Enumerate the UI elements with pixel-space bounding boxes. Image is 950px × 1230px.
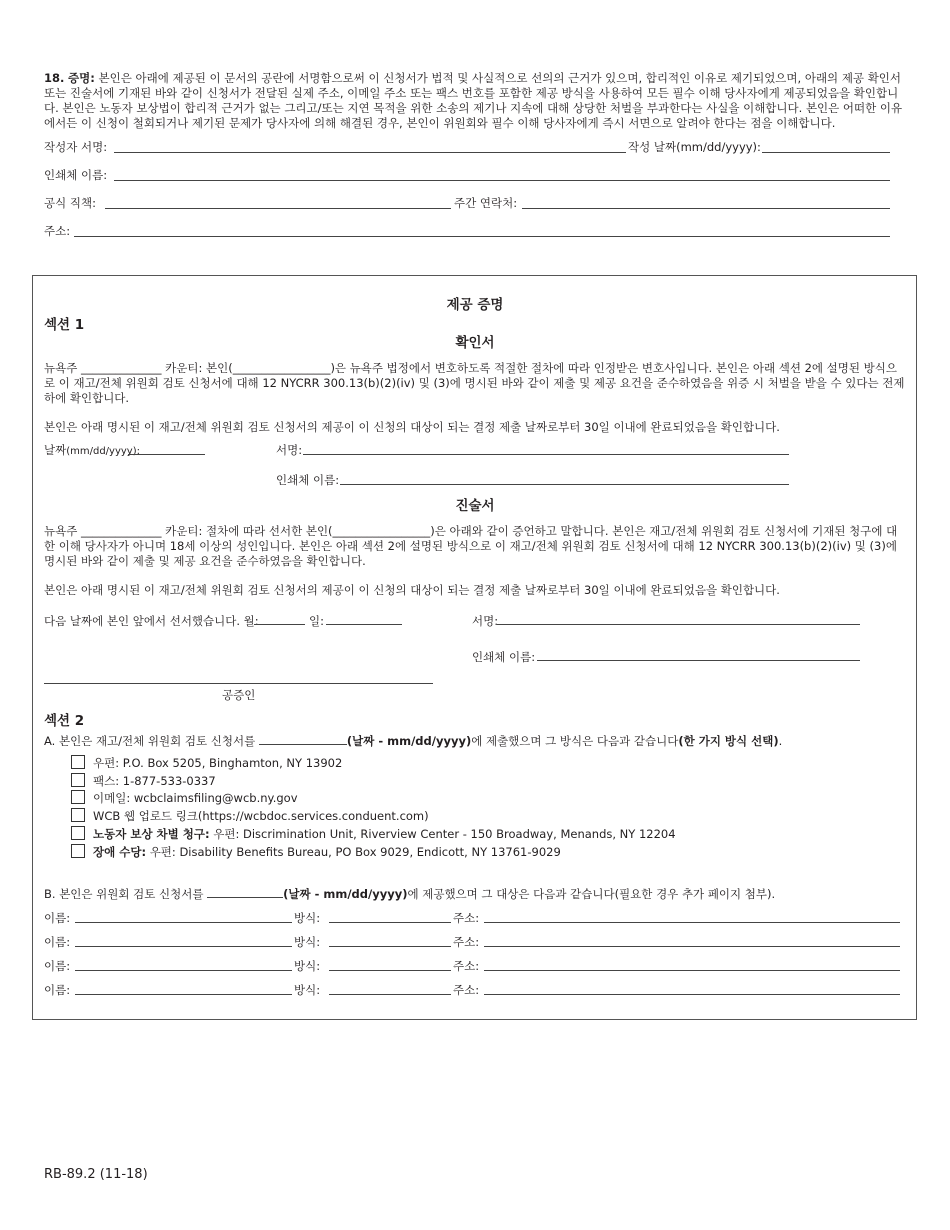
affidavit-signature-label: 서명:: [472, 614, 499, 628]
date-prepared-field[interactable]: [762, 152, 890, 153]
row2-method-label: 방식:: [294, 935, 321, 949]
row4-name-label: 이름:: [44, 983, 71, 997]
declaration-text: 본인은 아래에 제공된 이 문서의 공란에 서명함으로써 이 신청서가 법적 및 사실적으로 선의의 근거가 있으며, 합리적인 이유로 제기되었으며, 아래의 제공 확인서 또는 진술서에 기재된 바와 같이 신청서가 전달된 실제 주소, 이메일 주소 또는 팩스 번호를 포함한 제공 방식을 사용하여 모든 필수 이해 당사자에게 제공되었음을 확인합니다. 본인은 노동자 보상법이 합리적 근거가 없는 그리고/또는 지연 목적을 위한 소송의 제기나 지속에 대해 상당한 처벌을 부과한다는 사실을 이해합니다. 본인은 어떠한 이유에서든 이 신청이 철회되거나 제기된 문제가 당사자에 의해 해결된 경우, 본인이 위원회와 필수 이해 당사자에게 즉시 서면으로 알려야 한다는 점을 이해합니다.: [44, 71, 903, 130]
section2-b-end: 에 제공했으며 그 대상은 다음과 같습니다(필요한 경우 추가 페이지 첨부).: [407, 887, 776, 901]
row3-name-label: 이름:: [44, 959, 71, 973]
official-title-field[interactable]: [105, 208, 451, 209]
section2-a-date-hint: (날짜 - mm/dd/yyyy): [346, 734, 472, 748]
printed-name-field[interactable]: [114, 180, 890, 181]
printed-name-label: 인쇄체 이름:: [44, 168, 108, 182]
row2-address-field[interactable]: [484, 946, 900, 947]
option-fax-text: 팩스: 1-877-533-0337: [93, 774, 216, 788]
row1-name-field[interactable]: [75, 922, 292, 923]
option-disability-bold: 장애 수당:: [93, 845, 147, 859]
address-field[interactable]: [74, 236, 890, 237]
affirmation-date-label: [44, 442, 140, 458]
date-prepared-label: 작성 날짜(mm/dd/yyyy):: [628, 140, 761, 154]
sworn-month-label: 다음 날짜에 본인 앞에서 선서했습니다. 월:: [44, 614, 259, 628]
official-title-label: 공식 직책:: [44, 196, 96, 210]
declaration-heading: 증명:: [68, 71, 95, 85]
row2-name-field[interactable]: [75, 946, 292, 947]
affidavit-printed-name-field[interactable]: [537, 660, 860, 661]
row1-method-label: 방식:: [294, 911, 321, 925]
preparer-signature-field[interactable]: [114, 152, 626, 153]
section2-a-choose: (한 가지 방식 선택): [678, 734, 779, 748]
section2-b-statement: [44, 886, 775, 902]
row2-address-label: 주소:: [453, 935, 480, 949]
row3-address-label: 주소:: [453, 959, 480, 973]
row2-name-label: 이름:: [44, 935, 71, 949]
affidavit-signature-field[interactable]: [497, 624, 860, 625]
address-label: 주소:: [44, 224, 71, 238]
sworn-day-field[interactable]: [326, 624, 402, 625]
affidavit-confirmation: 본인은 아래 명시된 이 재고/전체 위원회 검토 신청서의 제공이 이 신청의 대상이 되는 결정 제출 날짜로부터 30일 이내에 완료되었음을 확인합니다.: [44, 583, 780, 597]
affirmation-text: 뉴욕주 ______________ 카운티: 본인(_________________)은 뉴욕주 법정에서 변호하도록 적절한 절차에 따라 인정받은 변호사입니다. 본인은 아래 섹션 2에 설명된 방식으로 이 재고/전체 위원회 검토 신청서에 대해 12 NYCRR 300.13(b)(2)(iv) 및 (3)에 명시된 바와 같이 제출 및 제공 요건을 준수하였음을 위증 시 처벌을 받을 수 있다는 전제 하에 확인합니다.: [44, 361, 905, 405]
section2-a-prefix: A. 본인은 재고/전체 위원회 검토 신청서를: [44, 734, 256, 748]
section2-b-date-hint: (날짜 - mm/dd/yyyy): [283, 887, 408, 901]
row4-method-label: 방식:: [294, 983, 321, 997]
section2-a-date-field[interactable]: [259, 733, 347, 745]
sworn-month-field[interactable]: [254, 624, 305, 625]
option-email: [93, 790, 298, 806]
checkbox-discrimination[interactable]: [71, 826, 85, 840]
row4-method-field[interactable]: [329, 994, 451, 995]
row4-address-field[interactable]: [484, 994, 900, 995]
declaration-paragraph: [44, 71, 906, 131]
checkbox-mail[interactable]: [71, 755, 85, 769]
option-discrimination-bold: 노동자 보상 차별 청구:: [93, 827, 210, 841]
affirmation-date-format: (mm/dd/yyyy):: [66, 446, 140, 457]
row1-address-label: 주소:: [453, 911, 480, 925]
row4-address-label: 주소:: [453, 983, 480, 997]
option-mail: [93, 755, 342, 771]
affirmation-signature-label: 서명:: [276, 443, 303, 457]
row4-name-field[interactable]: [75, 994, 292, 995]
option-disability-text: 우편: Disability Benefits Bureau, PO Box 9029, Endicott, NY 13761-9029: [146, 845, 561, 859]
section2-a-middle: 에 제출했으며 그 방식은 다음과 같습니다: [471, 734, 679, 748]
declaration-number: 18.: [44, 71, 65, 85]
section2-b-prefix: B. 본인은 위원회 검토 신청서를: [44, 887, 204, 901]
affirmation-confirmation: 본인은 아래 명시된 이 재고/전체 위원회 검토 신청서의 제공이 이 신청의 대상이 되는 결정 제출 날짜로부터 30일 이내에 완료되었음을 확인합니다.: [44, 420, 780, 434]
affirmation-printed-name-label: 인쇄체 이름:: [276, 473, 340, 487]
daytime-contact-label: 주간 연락처:: [454, 196, 518, 210]
preparer-signature-label: 작성자 서명:: [44, 140, 108, 154]
daytime-contact-field[interactable]: [522, 208, 890, 209]
affirmation-date-field[interactable]: [128, 454, 205, 455]
checkbox-email[interactable]: [71, 790, 85, 804]
row1-address-field[interactable]: [484, 922, 900, 923]
affirmation-signature-field[interactable]: [303, 454, 789, 455]
affirmation-printed-name-field[interactable]: [340, 484, 789, 485]
section2-title: 섹션 2: [44, 713, 85, 729]
option-web-upload: [93, 808, 429, 824]
affidavit-text: 뉴욕주 ______________ 카운티: 절차에 따라 선서한 본인(_________________)은 아래와 같이 증언하고 말합니다. 본인은 재고/전체 위원회 검토 신청서에 기재된 청구에 대한 이해 당사자가 아니며 18세 이상의 성인입니다. 본인은 아래 섹션 2에 설명된 방식으로 이 재고/전체 위원회 검토 신청서에 대해 12 NYCRR 300.13(b)(2)(iv) 및 (3)에 명시된 바와 같이 제출 및 제공 요건을 준수하였음을 확인합니다.: [44, 524, 898, 568]
row3-method-field[interactable]: [329, 970, 451, 971]
option-discrimination-text: 우편: Discrimination Unit, Riverview Center - 150 Broadway, Menands, NY 12204: [209, 827, 676, 841]
checkbox-fax[interactable]: [71, 773, 85, 787]
row1-name-label: 이름:: [44, 911, 71, 925]
option-disability: [93, 844, 561, 860]
affirmation-heading: 확인서: [455, 335, 495, 351]
row3-name-field[interactable]: [75, 970, 292, 971]
section1-title: 섹션 1: [44, 317, 85, 333]
row3-method-label: 방식:: [294, 959, 321, 973]
section2-a-statement: [44, 733, 782, 749]
row2-method-field[interactable]: [329, 946, 451, 947]
checkbox-disability[interactable]: [71, 844, 85, 858]
proof-title: 제공 증명: [446, 297, 504, 313]
checkbox-web-upload[interactable]: [71, 808, 85, 822]
option-mail-text: 우편: P.O. Box 5205, Binghamton, NY 13902: [93, 756, 343, 770]
sworn-day-label: 일:: [309, 614, 324, 628]
option-discrimination: [93, 826, 676, 842]
section2-a-end: .: [778, 734, 783, 748]
notary-signature-field[interactable]: [44, 683, 433, 684]
notary-label: 공증인: [222, 688, 256, 702]
option-web-upload-text: WCB 웹 업로드 링크(https://wcbdoc.services.conduent.com): [93, 809, 429, 823]
row3-address-field[interactable]: [484, 970, 900, 971]
affidavit-heading: 진술서: [455, 498, 495, 514]
affirmation-date-text: 날짜: [44, 443, 67, 457]
form-id: RB-89.2 (11-18): [44, 1167, 148, 1182]
section2-b-date-field[interactable]: [207, 886, 283, 898]
row1-method-field[interactable]: [329, 922, 451, 923]
affidavit-printed-name-label: 인쇄체 이름:: [472, 650, 536, 664]
option-fax: [93, 773, 216, 789]
option-email-text: 이메일: wcbclaimsfiling@wcb.ny.gov: [93, 791, 298, 805]
